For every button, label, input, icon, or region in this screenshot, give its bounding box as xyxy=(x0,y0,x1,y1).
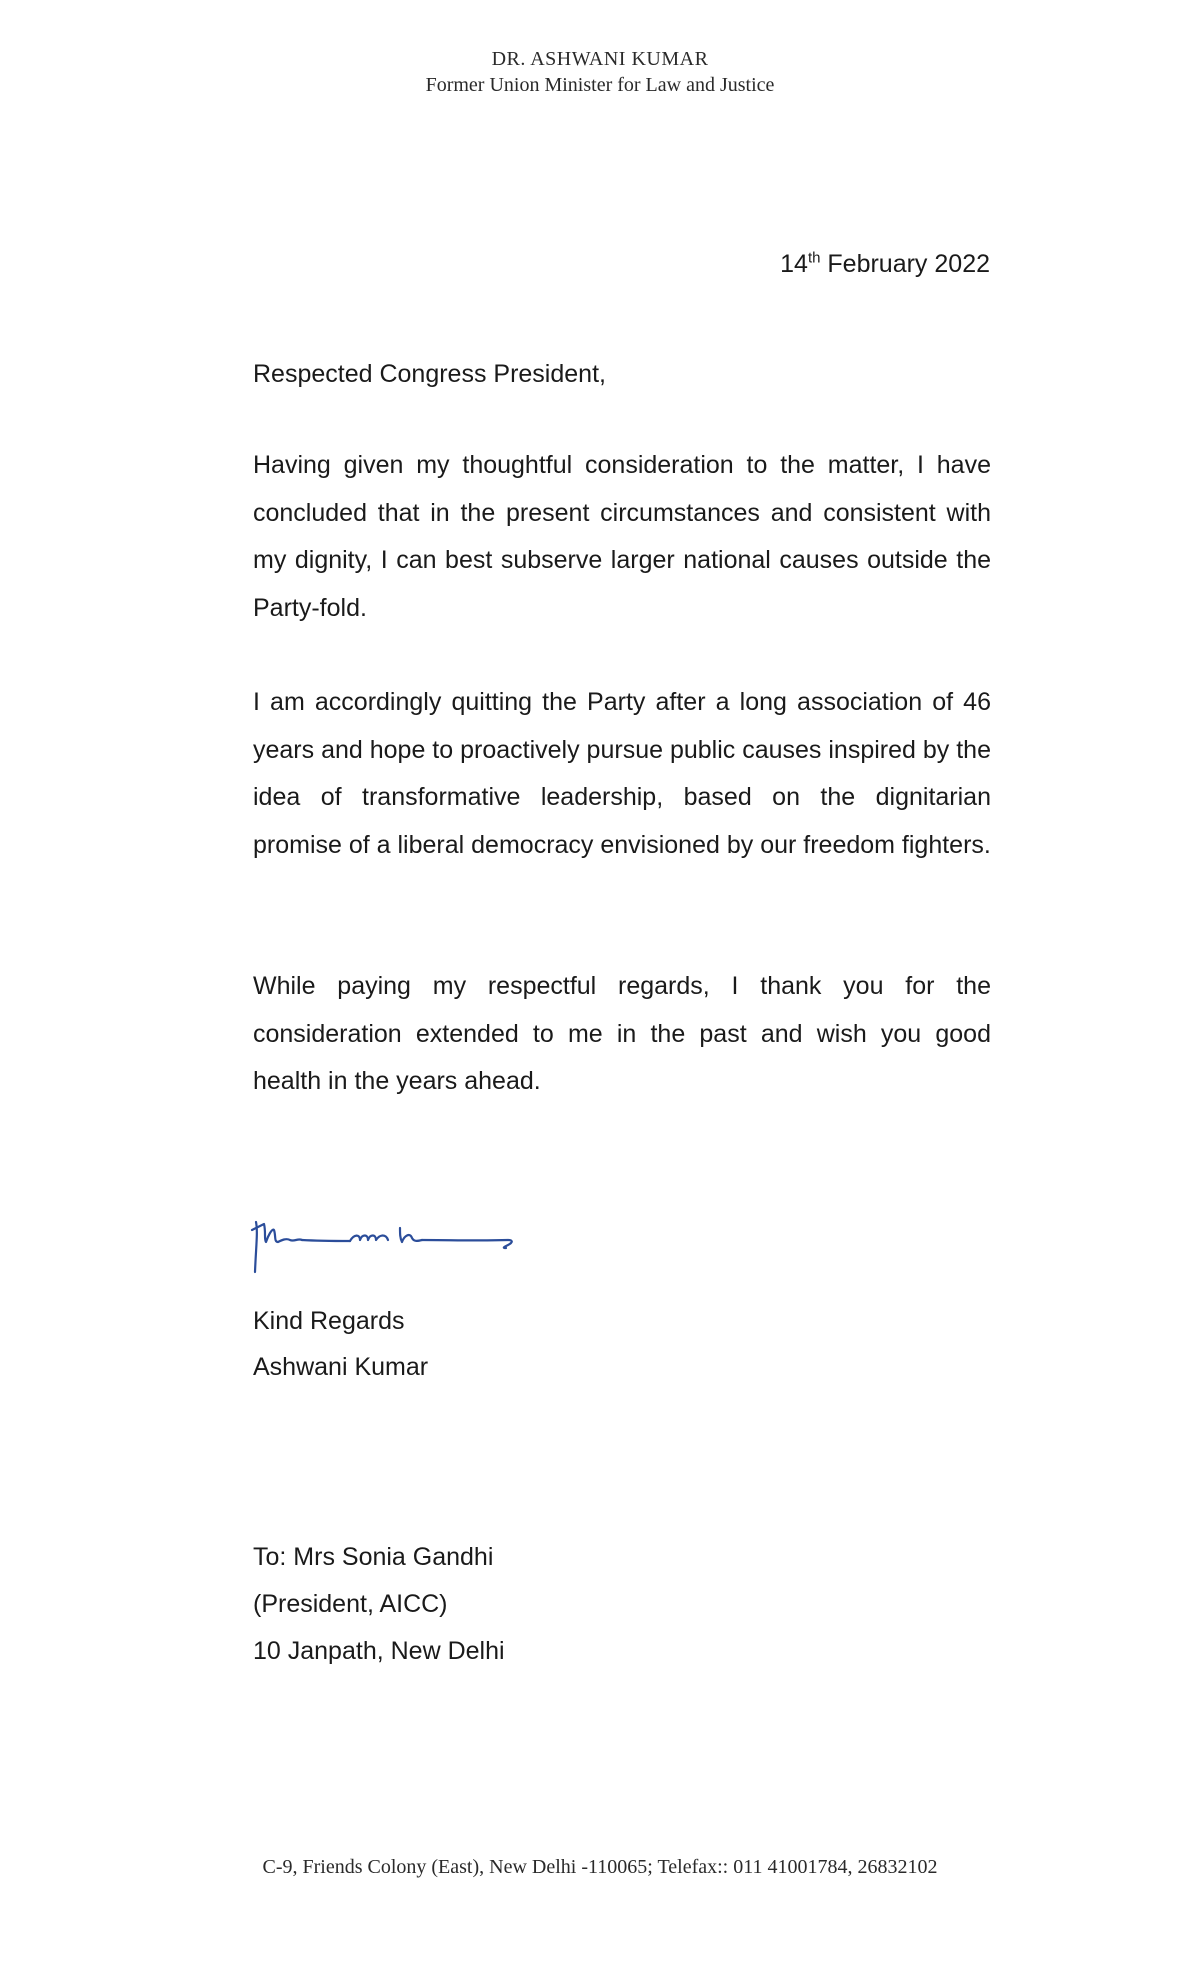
body-paragraph-2: I am accordingly quitting the Party after a long association of 46 years and hope to proactively pursue public causes inspired by the idea of transformative leadership, based on the dignitarian promise of a liberal democracy envisioned by our freedom fighters. xyxy=(253,688,991,859)
letterhead xyxy=(0,46,1200,98)
closing-phrase: Kind Regards xyxy=(253,1307,405,1335)
letter-date xyxy=(780,248,990,280)
footer-address: C-9, Friends Colony (East), New Delhi -110065; Telefax:: 011 41001784, 26832102 xyxy=(262,1856,938,1878)
signatory-name: Ashwani Kumar xyxy=(253,1353,429,1381)
date-suffix: th xyxy=(807,249,821,267)
recipient-street: 10 Janpath, New Delhi xyxy=(253,1637,505,1665)
date-month-year: February 2022 xyxy=(820,250,990,278)
body-paragraph-3: While paying my respectful regards, I thank you for the consideration extended to me in the past and wish you good health in the years ahead. xyxy=(253,972,991,1095)
closing-block xyxy=(253,1298,428,1390)
letterhead-title: Former Union Minister for Law and Justice xyxy=(425,74,775,96)
recipient-title: (President, AICC) xyxy=(253,1590,448,1618)
salutation: Respected Congress President, xyxy=(253,360,606,388)
letterhead-name: DR. ASHWANI KUMAR xyxy=(491,48,709,70)
recipient-name: To: Mrs Sonia Gandhi xyxy=(253,1543,494,1571)
recipient-address xyxy=(253,1534,505,1675)
date-day: 14 xyxy=(780,250,808,278)
handwritten-signature xyxy=(250,1208,520,1278)
body-paragraph-1: Having given my thoughtful consideration to the matter, I have concluded that in the present circumstances and consistent with my dignity, I can best subserve larger national causes outside the Party-fold. xyxy=(253,451,991,622)
